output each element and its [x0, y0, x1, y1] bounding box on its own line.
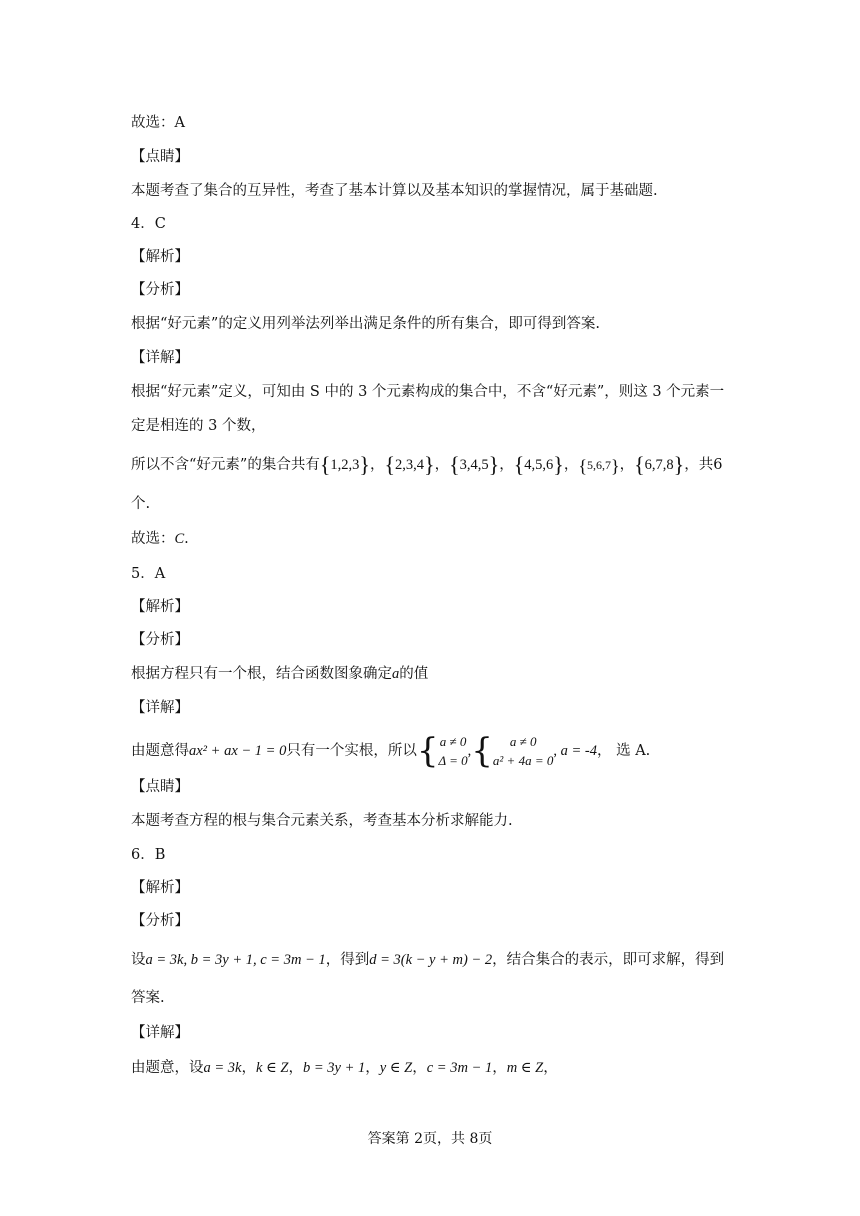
text-line: 本题考查方程的根与集合元素关系，考查基本分析求解能力. [131, 813, 513, 829]
text-line: 由题意，设a = 3k，k ∈ Z，b = 3y + 1，y ∈ Z，c = 3m − 1，m ∈ Z， [131, 1060, 558, 1076]
section-heading: 【分析】 [131, 282, 189, 298]
text-line: 根据“好元素”的定义用列举法列举出满足条件的所有集合，即可得到答案. [131, 316, 600, 332]
section-heading: 【点睛】 [131, 149, 189, 165]
section-heading: 【详解】 [131, 700, 189, 716]
question-answer: 5．A [131, 566, 166, 582]
text-line: 定是相连的 3 个数， [131, 418, 266, 434]
text-line: 根据“好元素”定义，可知由 S 中的 3 个元素构成的集合中，不含“好元素”，则这 3 个元素一 [131, 384, 725, 400]
text-line: 个. [131, 496, 151, 512]
set-6: {6,7,8} [634, 452, 685, 477]
section-heading: 【解析】 [131, 880, 189, 896]
result: a = -4 [560, 743, 597, 759]
section-heading: 【详解】 [131, 1025, 189, 1041]
question-answer: 6．B [131, 847, 166, 863]
answer-var: C [174, 531, 185, 547]
set-4: {4,5,6} [513, 452, 564, 477]
text-line: 本题考查了集合的互异性，考查了基本计算以及基本知识的掌握情况，属于基础题. [131, 183, 658, 199]
text-line: 设a = 3k, b = 3y + 1, c = 3m − 1，得到d = 3(k − y + m) − 2，结合集合的表示，即可求解，得到 [131, 952, 725, 968]
text-line: 故选：A [131, 115, 185, 131]
set-5: {5,6,7} [578, 456, 620, 476]
set-list-line: 所以不含“好元素”的集合共有{1,2,3}，{2,3,4}，{3,4,5}，{4,5,6}，{5,6,7}，{6,7,8}，共6 [131, 452, 723, 477]
equation-system-1: { a ≠ 0 Δ = 0 [416, 731, 468, 771]
text-line: 答案. [131, 990, 165, 1006]
page-footer: 答案第 2页，共 8页 [367, 1131, 493, 1147]
section-heading: 【分析】 [131, 913, 189, 929]
set-1: {1,2,3} [319, 452, 370, 477]
set-2: {2,3,4} [384, 452, 435, 477]
set-3: {3,4,5} [449, 452, 500, 477]
equation-line: 由题意得ax² + ax − 1 = 0只有一个实根，所以{ a ≠ 0 Δ = 0 ,{ a ≠ 0 a² + 4a = 0 , a = -4， 选 A. [131, 731, 651, 771]
section-heading: 【解析】 [131, 249, 189, 265]
section-heading: 【点睛】 [131, 779, 189, 795]
text-line: 根据方程只有一个根，结合函数图象确定a的值 [131, 666, 429, 682]
equation: ax² + ax − 1 = 0 [189, 743, 287, 759]
equation-system-2: { a ≠ 0 a² + 4a = 0 [471, 731, 554, 771]
section-heading: 【解析】 [131, 599, 189, 615]
section-heading: 【详解】 [131, 350, 189, 366]
text-line: 故选：C. [131, 531, 189, 547]
section-heading: 【分析】 [131, 632, 189, 648]
question-answer: 4．C [131, 216, 166, 232]
